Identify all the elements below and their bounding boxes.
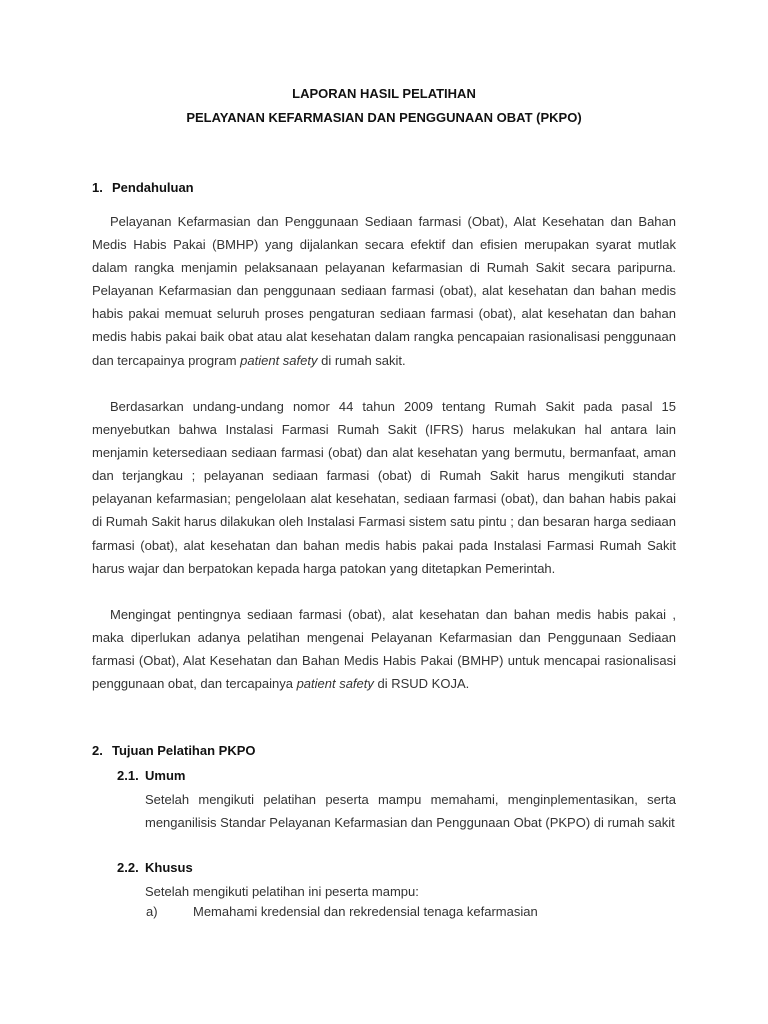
paragraph-1 xyxy=(92,210,676,372)
section-heading-text: Tujuan Pelatihan PKPO xyxy=(112,743,256,758)
list-item-text: Memahami kredensial dan rekredensial tenaga kefarmasian xyxy=(193,904,538,919)
paragraph-2 xyxy=(92,395,676,580)
subsection-number: 2.1. xyxy=(117,768,139,783)
section-number: 2. xyxy=(92,743,103,758)
section-heading-tujuan xyxy=(92,743,256,758)
section-heading-pendahuluan xyxy=(92,180,194,195)
subsection-number: 2.2. xyxy=(117,860,139,875)
section-number: 1. xyxy=(92,180,103,195)
paragraph-1-tail: di rumah sakit. xyxy=(317,352,406,368)
paragraph-2-text: Berdasarkan undang-undang nomor 44 tahun 2009 tentang Rumah Sakit pada pasal 15 menyebutkan bahwa Instalasi Farmasi Rumah Sakit (IFRS) harus melakukan hal antara lain menjamin ketersediaan sediaan farmasi (obat) dan alat kesehatan yang bermutu, bermanfaat, aman dan terjangkau ; pelayanan sediaan farmasi (obat) di Rumah Sakit harus mengikuti standar pelayanan kefarmasian; pengelolaan alat kesehatan, sediaan farmasi (obat), dan bahan habis pakai di Rumah Sakit harus dilakukan oleh Instalasi Farmasi sistem satu pintu ; dan besaran harga sediaan farmasi (obat), alat kesehatan dan bahan medis habis pakai pada Instalasi Farmasi Rumah Sakit harus wajar dan berpatokan kepada harga patokan yang ditetapkan Pemerintah. xyxy=(92,399,676,576)
paragraph-3 xyxy=(92,603,676,695)
subsection-heading-text: Khusus xyxy=(145,860,193,875)
paragraph-3-text: Mengingat pentingnya sediaan farmasi (obat), alat kesehatan dan bahan medis habis pakai , maka diperlukan adanya pelatihan mengenai Pelayanan Kefarmasian dan Penggunaan Sediaan farmasi (Obat), Alat Kesehatan dan Bahan Medis Habis Pakai (BMHP) untuk mencapai rasionalisasi penggunaan obat, dan tercapainya xyxy=(92,607,676,692)
subsection-heading-umum xyxy=(117,768,185,783)
paragraph-3-tail: di RSUD KOJA. xyxy=(373,676,470,692)
document-title: LAPORAN HASIL PELATIHAN xyxy=(292,86,476,101)
subsection-khusus-text: Setelah mengikuti pelatihan ini peserta mampu: xyxy=(145,884,419,899)
list-marker: a) xyxy=(146,904,158,919)
section-heading-text: Pendahuluan xyxy=(112,180,194,195)
subsection-umum-text: Setelah mengikuti pelatihan peserta mampu memahami, menginplementasikan, serta menganilisis Standar Pelayanan Kefarmasian dan Penggunaan Obat (PKPO) di rumah sakit xyxy=(145,792,676,830)
paragraph-3-italic: patient safety xyxy=(296,676,374,692)
paragraph-1-text: Pelayanan Kefarmasian dan Penggunaan Sediaan farmasi (Obat), Alat Kesehatan dan Bahan Medis Habis Pakai (BMHP) yang dijalankan secara efektif dan efisien merupakan syarat mutlak dalam rangka menjamin pelaksanaan pelayanan kefarmasian di Rumah Sakit secara paripurna. Pelayanan Kefarmasian dan penggunaan sediaan farmasi (obat), alat kesehatan dan bahan medis habis pakai memuat seluruh proses pengaturan sediaan farmasi (obat), alat kesehatan dan bahan medis habis pakai baik obat atau alat kesehatan dalam rangka pencapaian rasionalisasi penggunaan dan tercapainya program xyxy=(92,214,676,368)
subsection-heading-khusus xyxy=(117,860,193,875)
document-subtitle: PELAYANAN KEFARMASIAN DAN PENGGUNAAN OBAT (PKPO) xyxy=(186,110,582,125)
subsection-heading-text: Umum xyxy=(145,768,186,783)
list-item xyxy=(146,904,538,919)
paragraph-1-italic: patient safety xyxy=(240,352,318,368)
